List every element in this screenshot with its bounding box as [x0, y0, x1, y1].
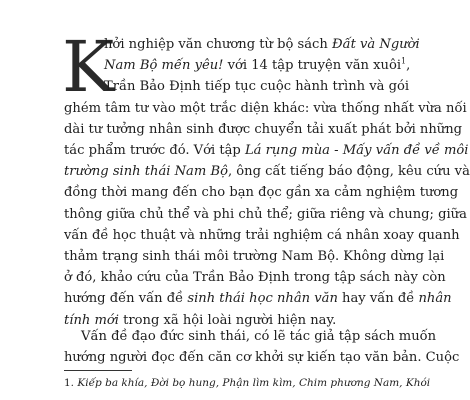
footnote-divider — [64, 370, 132, 371]
footnote-number: 1. — [64, 377, 75, 389]
text-line: thông giữa chủ thể và phi chủ thể; giữa riêng và chung; giữa — [64, 206, 467, 222]
paragraph-1 — [62, 26, 470, 331]
text-line: ghém tâm tư vào một trắc diện khác: vừa thống nhất vừa nối — [64, 100, 467, 116]
text-line: Vấn đề đạo đức sinh thái, có lẽ tác giả tập sách muốn — [81, 329, 437, 344]
text-line: Trần Bảo Định tiếp tục cuộc hành trình và gói — [104, 79, 410, 95]
text-line: hởi nghiệp văn chương từ bộ sách Đất và Người — [104, 37, 420, 52]
footnote-text: Kiếp ba khía, Đời bọ hung, Phận lìm kìm, Chim phương Nam, Khói — [77, 377, 431, 389]
text-line: dài tư tưởng nhân sinh được chuyển tải xuất phát bởi những — [64, 121, 463, 137]
text-line: tính mới trong xã hội loài người hiện nay. — [64, 312, 337, 328]
footnote-ref: 1 — [401, 56, 407, 66]
text-line: trường sinh thái Nam Bộ, ông cất tiếng báo động, kêu cứu và — [64, 164, 470, 180]
drop-cap: K — [62, 26, 115, 108]
text-line: hướng người đọc đến căn cơ khởi sự kiến tạo văn bản. Cuộc — [64, 350, 460, 366]
text-line: thảm trạng sinh thái môi trường Nam Bộ. Không dừng lại — [64, 249, 445, 265]
text-line: vấn đề học thuật và những trải nghiệm cá nhân xoay quanh — [64, 227, 460, 243]
text-line: hướng đến vấn đề sinh thái học nhân văn hay vấn đề nhân — [64, 291, 452, 307]
text-line: ở đó, khảo cứu của Trần Bảo Định trong tập sách này còn — [64, 270, 446, 286]
text-line: Nam Bộ mến yêu! với 14 tập truyện văn xuôi$^1$, — [104, 56, 411, 74]
text-line: đồng thời mang đến cho bạn đọc gần xa cảm nghiệm tương — [64, 185, 459, 201]
paragraph-2 — [64, 326, 460, 368]
text-line: tác phẩm trước đó. Với tập Lá rụng mùa - Mấy vấn đề về môi — [64, 143, 469, 159]
footnote — [64, 376, 431, 390]
